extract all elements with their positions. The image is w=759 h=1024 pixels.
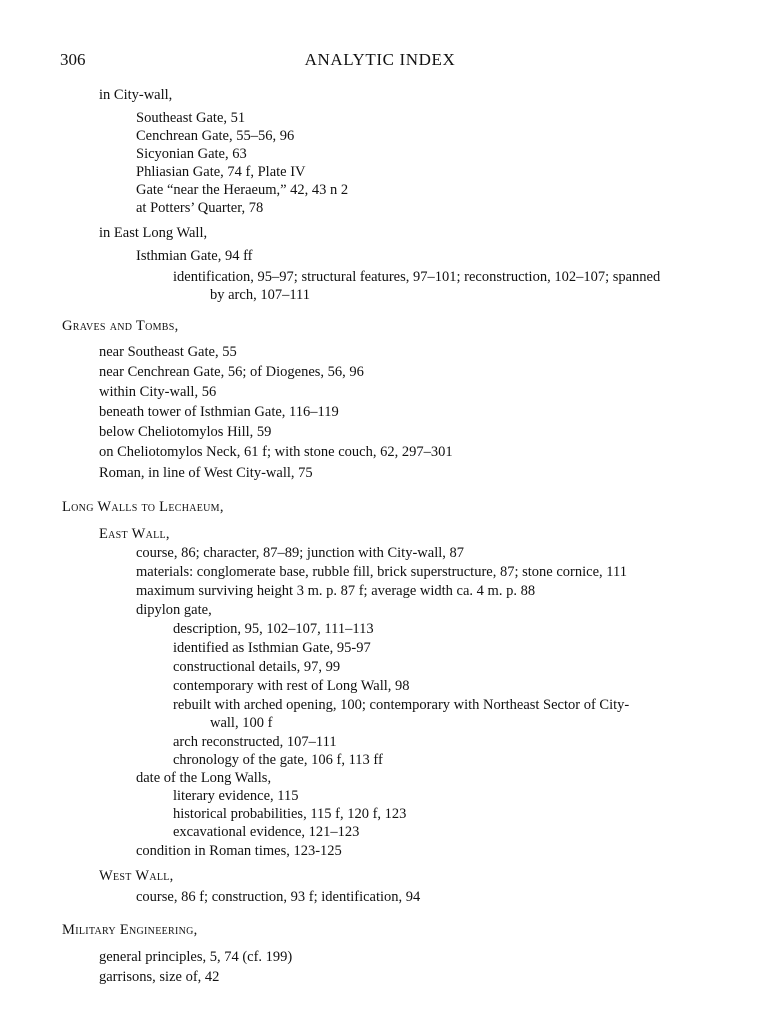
index-subentry: garrisons, size of, 42 <box>99 969 220 985</box>
index-subentry: Phliasian Gate, 74 f, Plate IV <box>136 164 306 180</box>
index-subentry: on Cheliotomylos Neck, 61 f; with stone couch, 62, 297–301 <box>99 444 453 460</box>
index-subentry: materials: conglomerate base, rubble fill, brick superstructure, 87; stone cornice, 111 <box>136 564 627 580</box>
index-subentry: constructional details, 97, 99 <box>173 659 341 675</box>
index-subentry: at Potters’ Quarter, 78 <box>136 200 264 216</box>
index-subentry: historical probabilities, 115 f, 120 f, 123 <box>173 806 407 822</box>
index-subentry: date of the Long Walls, <box>136 770 272 786</box>
index-subheading: West Wall, <box>99 868 174 884</box>
index-subentry: condition in Roman times, 123-125 <box>136 843 342 859</box>
index-subentry: Cenchrean Gate, 55–56, 96 <box>136 128 295 144</box>
index-subentry: near Southeast Gate, 55 <box>99 344 237 360</box>
index-continuation: wall, 100 f <box>210 715 273 731</box>
index-subentry: Southeast Gate, 51 <box>136 110 246 126</box>
page-header <box>60 50 700 72</box>
index-subentry: excavational evidence, 121–123 <box>173 824 360 840</box>
index-continuation: by arch, 107–111 <box>210 287 310 303</box>
index-subentry: identified as Isthmian Gate, 95-97 <box>173 640 371 656</box>
index-subentry: Isthmian Gate, 94 ff <box>136 248 253 264</box>
index-subentry: chronology of the gate, 106 f, 113 ff <box>173 752 383 768</box>
index-subentry: arch reconstructed, 107–111 <box>173 734 337 750</box>
index-subentry: maximum surviving height 3 m. p. 87 f; average width ca. 4 m. p. 88 <box>136 583 536 599</box>
index-heading: Long Walls to Lechaeum, <box>62 499 224 515</box>
index-heading: Graves and Tombs, <box>62 318 179 334</box>
index-subentry: in City-wall, <box>99 87 173 103</box>
index-subentry: course, 86 f; construction, 93 f; identification, 94 <box>136 889 421 905</box>
index-subentry: general principles, 5, 74 (cf. 199) <box>99 949 293 965</box>
index-subentry: contemporary with rest of Long Wall, 98 <box>173 678 410 694</box>
index-subentry: literary evidence, 115 <box>173 788 299 804</box>
index-heading: Military Engineering, <box>62 922 198 938</box>
index-subheading: East Wall, <box>99 526 170 542</box>
index-subentry: below Cheliotomylos Hill, 59 <box>99 424 272 440</box>
index-subentry: beneath tower of Isthmian Gate, 116–119 <box>99 404 339 420</box>
running-title: ANALYTIC INDEX <box>304 50 456 69</box>
index-subentry: dipylon gate, <box>136 602 212 618</box>
index-subentry: in East Long Wall, <box>99 225 208 241</box>
index-subentry: Roman, in line of West City-wall, 75 <box>99 465 313 481</box>
index-subentry: Sicyonian Gate, 63 <box>136 146 247 162</box>
page-number: 306 <box>60 50 86 69</box>
index-subentry: Gate “near the Heraeum,” 42, 43 n 2 <box>136 182 349 198</box>
index-subentry: description, 95, 102–107, 111–113 <box>173 621 374 637</box>
index-subentry: near Cenchrean Gate, 56; of Diogenes, 56, 96 <box>99 364 364 380</box>
index-subentry: within City-wall, 56 <box>99 384 217 400</box>
index-subentry: rebuilt with arched opening, 100; contemporary with Northeast Sector of City- <box>173 697 630 713</box>
index-subentry: identification, 95–97; structural features, 97–101; reconstruction, 102–107; spanned <box>173 269 661 285</box>
index-subentry: course, 86; character, 87–89; junction with City-wall, 87 <box>136 545 465 561</box>
